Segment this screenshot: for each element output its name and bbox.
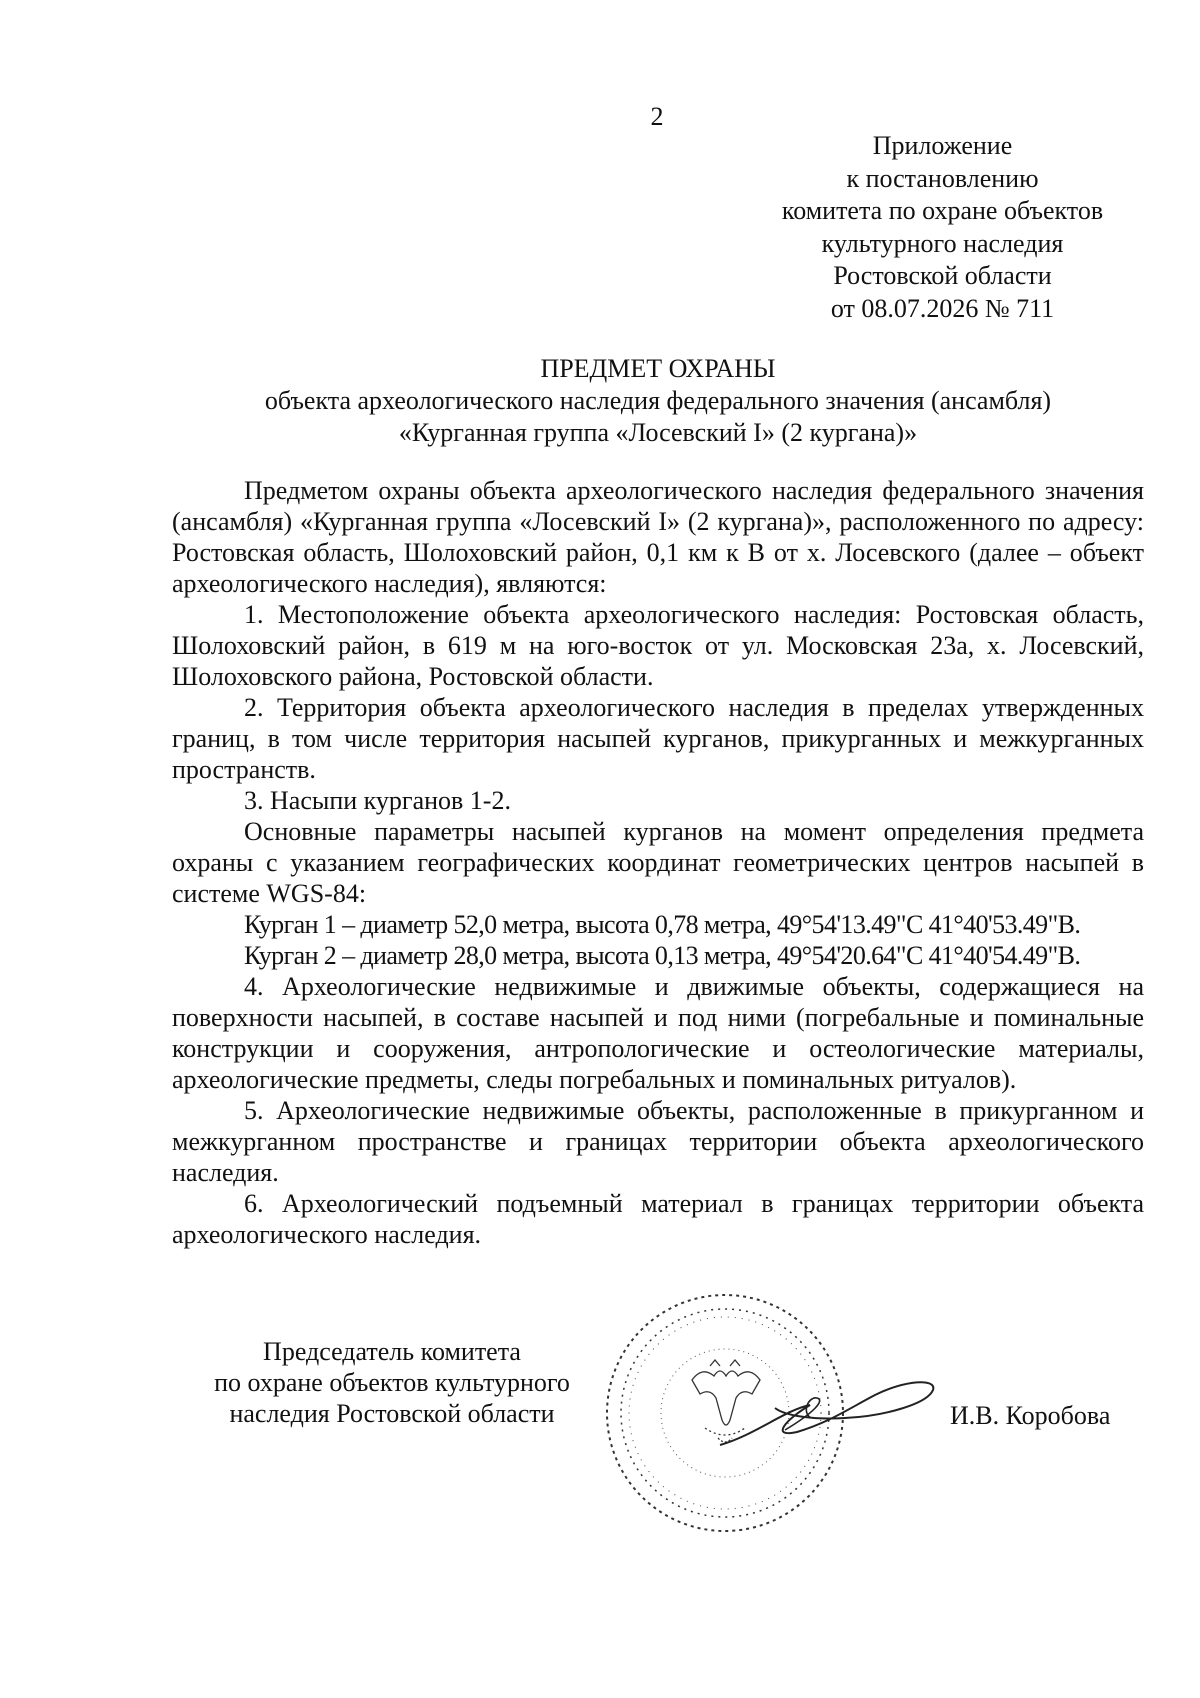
appendix-line: комитета по охране объектов (781, 196, 1104, 225)
paragraph: Основные параметры насыпей курганов на момент определения предмета охраны с указанием географических координат геометрических центров насыпей в системе WGS-84: (172, 817, 1144, 908)
signer-name: И.В. Коробова (950, 1401, 1111, 1430)
paragraph: Предметом охраны объекта археологического наследия федерального значения (ансамбля) «Курганная группа «Лосевский I» (2 кургана)», расположенного по адресу: Ростовская область, Шолоховский район, 0,1 км к В от х. Лосевского (далее – объект археологического наследия), являются: (172, 476, 1144, 598)
signer-title-line: по охране объектов культурного (214, 1368, 570, 1397)
document-body (172, 475, 1144, 1250)
page-number: 2 (650, 102, 664, 131)
appendix-line: Ростовской области (833, 261, 1052, 290)
appendix-line: от 08.07.2026 № 711 (830, 293, 1055, 323)
paragraph: 1. Местоположение объекта археологического наследия: Ростовская область, Шолоховский район, в 619 м на юго-восток от ул. Московская 23а, х. Лосевский, Шолоховского района, Ростовской области. (172, 600, 1144, 691)
paragraph: 2. Территория объекта археологического наследия в пределах утвержденных границ, в том числе территория насыпей курганов, прикурганных и межкурганных пространств. (172, 693, 1144, 784)
signer-title-line: Председатель комитета (263, 1337, 521, 1366)
paragraph: 5. Археологические недвижимые объекты, расположенные в прикурганном и межкурганном пространстве и границах территории объекта археологического наследия. (172, 1096, 1144, 1187)
paragraph: 3. Насыпи курганов 1-2. (244, 786, 511, 815)
appendix-block (760, 130, 1125, 325)
appendix-line: культурного наследия (821, 228, 1064, 258)
signature-icon (715, 1360, 940, 1460)
document-subtitle: «Курганная группа «Лосевский I» (2 кургана)» (398, 418, 918, 447)
appendix-line: Приложение (872, 131, 1013, 160)
document-title: ПРЕДМЕТ ОХРАНЫ (540, 354, 776, 383)
kurgan-coordinates: Курган 1 – диаметр 52,0 метра, высота 0,78 метра, 49°54'13.49"С 41°40'53.49"В. (244, 910, 1081, 939)
document-subtitle: объекта археологического наследия федерального значения (ансамбля) (264, 386, 1052, 415)
appendix-line: к постановлению (846, 163, 1039, 193)
kurgan-coordinates: Курган 2 – диаметр 28,0 метра, высота 0,13 метра, 49°54'20.64"С 41°40'54.49"В. (244, 941, 1081, 970)
signer-title (172, 1336, 612, 1429)
title-block (172, 353, 1144, 449)
paragraph: 4. Археологические недвижимые и движимые объекты, содержащиеся на поверхности насыпей, в составе насыпей и под ними (погребальные и поминальные конструкции и сооружения, антропологические и остеологические материалы, археологические предметы, следы погребальных и поминальных ритуалов). (172, 972, 1144, 1094)
paragraph: 6. Археологический подъемный материал в границах территории объекта археологического наследия. (172, 1189, 1144, 1249)
signer-title-line: наследия Ростовской области (229, 1399, 555, 1428)
